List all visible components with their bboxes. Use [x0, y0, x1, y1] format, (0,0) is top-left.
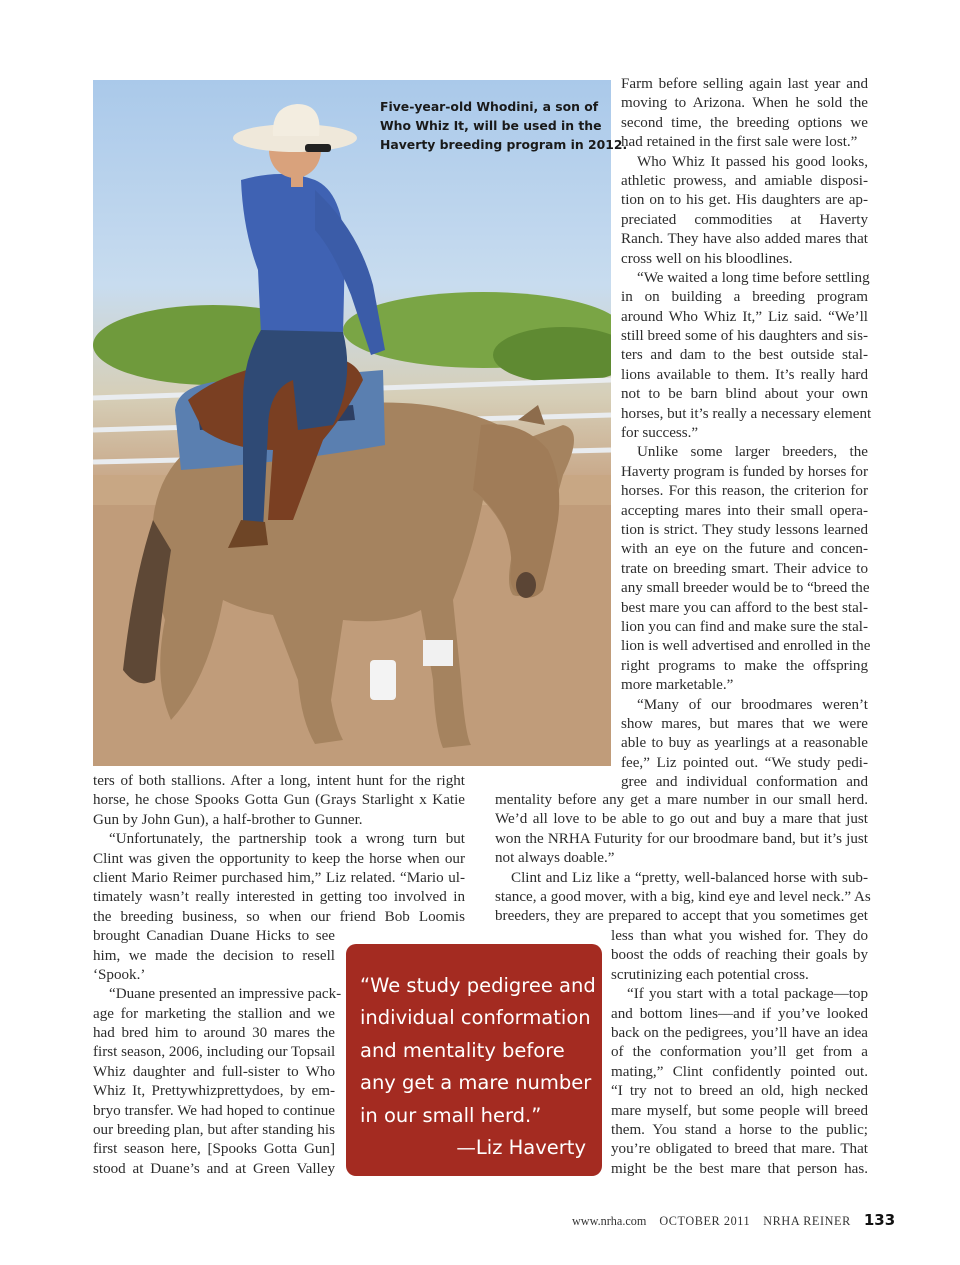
text-line: back on the pedigrees, you’ll have an idea [611, 1024, 868, 1041]
text-line: Clint was given the opportunity to keep the horse when our [93, 850, 465, 867]
text-line: right programs to make the offspring [621, 657, 868, 674]
pull-quote [346, 944, 602, 1176]
text-line: mare myself, but some people will breed [611, 1102, 868, 1119]
text-line: Haverty program is funded by horses for [621, 463, 868, 480]
caption-line: Who Whiz It, will be used in the [380, 118, 602, 133]
text-line: might be the best mare that person has. [611, 1160, 868, 1177]
footer-magazine-name: NRHA REINER [763, 1214, 851, 1228]
footer-issue-date: OCTOBER 2011 [659, 1214, 751, 1228]
text-line: “Many of our broodmares weren’t [637, 696, 868, 713]
text-line: less than what you wished for. They do [611, 928, 868, 944]
pull-quote-attribution: —Liz Haverty [456, 1136, 586, 1160]
paragraph [93, 772, 465, 830]
text-line: able to buy as yearlings at a reasonable [621, 735, 868, 752]
text-line: “If you start with a total package—top [627, 986, 868, 1003]
text-line: cross well on his bloodlines. [621, 250, 793, 267]
text-line: stance, a good mover, with a big, kind eye and level neck.” As [495, 888, 871, 905]
paragraph [621, 443, 871, 695]
pull-quote-line: and mentality before [360, 1038, 565, 1062]
text-line: athletic prowess, and amiable disposi- [621, 172, 868, 189]
paragraph [621, 696, 868, 793]
text-line: lion is well advertised and enrolled in the [621, 638, 871, 655]
right-column-top [621, 75, 872, 792]
text-line: of the conformation you’ll get from a [611, 1044, 868, 1061]
text-line: not to be barn blind about your own [621, 386, 868, 403]
text-line: any small breeder would be to “breed the [621, 580, 870, 597]
text-line: tion on to his get. His daughters are ap- [621, 192, 868, 209]
text-line: breeders, they are prepared to accept that you sometimes get [495, 908, 868, 925]
text-line: Clint and Liz like a “pretty, well-balanced horse with sub- [511, 869, 868, 886]
text-line: tion is strict. They study lessons learned [621, 521, 868, 538]
text-line: fee,” Liz pointed out. “We study pedi- [621, 754, 868, 771]
page-number: 133 [863, 1211, 896, 1229]
text-line: with an eye on the future and concen- [621, 541, 868, 558]
paragraph [611, 927, 868, 985]
text-line: and bottom lines—and if you’ve looked [611, 1005, 868, 1022]
text-line: “I try not to breed an old, high necked [611, 1083, 868, 1100]
text-line: We’d all love to be able to go out and buy a mare that just [495, 811, 868, 828]
text-line: Ranch. They have also added mares that [621, 231, 868, 248]
text-line: lion you can find and make sure the stal- [621, 618, 868, 635]
text-line: horses. For this reason, the criterion for [621, 483, 868, 500]
text-line: our breeding plan, but after standing his [93, 1122, 335, 1139]
pull-quote-line: in our small herd.” [360, 1103, 542, 1127]
paragraph [621, 75, 868, 153]
text-line: first season, 2006, including our Topsail [93, 1044, 336, 1061]
text-line: first season here, [Spooks Gotta Gun] [93, 1141, 335, 1158]
text-line: scrutinizing each potential cross. [611, 966, 809, 983]
text-line: still breed some of his daughters and sis- [621, 328, 868, 345]
text-line: age for marketing the stallion and we [93, 1005, 335, 1022]
text-line: horses, but it’s really a necessary element [621, 405, 872, 422]
text-line: horse, he chose Spooks Gotta Gun (Grays Starlight x Katie [93, 792, 465, 809]
text-line: Whiz It, Prettywhizprettydoes, by em- [93, 1083, 335, 1100]
text-line: Farm before selling again last year and [621, 76, 868, 92]
text-line: timately wasn’t really interested in getting too involved in [93, 889, 465, 906]
text-line: lions available to them. It’s really hard [621, 366, 868, 383]
text-line: ‘Spook.’ [93, 966, 146, 983]
text-line: for success.” [621, 425, 699, 442]
text-line: “Duane presented an impressive pack- [109, 986, 342, 1003]
pull-quote-line: individual conformation [360, 1006, 591, 1030]
paragraph [93, 985, 342, 1179]
text-line: had retained in the first sale were lost.” [621, 134, 858, 151]
photo-caption [380, 97, 628, 154]
text-line: won the NRHA Futurity for our broodmare band, but it’s just [495, 830, 868, 847]
text-line: Whiz daughter and full-sister to Who [93, 1063, 335, 1080]
text-line: gree and individual conformation and [621, 774, 868, 791]
paragraph [621, 269, 872, 444]
text-line: Unlike some larger breeders, the [637, 444, 868, 461]
caption-line: Haverty breeding program in 2012. [380, 137, 628, 152]
text-line: show mares, but mares that we were [621, 715, 868, 732]
wide-text-block [495, 791, 871, 927]
text-line: accepting mares into their small opera- [621, 502, 868, 519]
page-footer [572, 1211, 896, 1231]
text-line: client Mario Reimer purchased him,” Liz related. “Mario ul- [93, 869, 465, 886]
text-line: ters and dam to the best outside stal- [621, 347, 868, 364]
right-column-lower [611, 927, 868, 1179]
paragraph [621, 153, 868, 269]
text-line: second time, the breeding options we [621, 114, 868, 131]
text-line: “Unfortunately, the partnership took a wrong turn but [109, 831, 465, 848]
text-line: bryo transfer. We had hoped to continue [93, 1102, 335, 1119]
text-line: them. You stand a horse to the public; [611, 1121, 868, 1138]
text-line: ters of both stallions. After a long, intent hunt for the right [93, 773, 465, 789]
text-line: Gun by John Gun), a half-brother to Gunner. [93, 811, 363, 828]
horse-rider-illustration [93, 80, 628, 766]
pull-quote-line: “We study pedigree and [360, 974, 596, 997]
text-line: you’re obligated to breed that mare. That [611, 1141, 868, 1158]
text-line: in on building a breeding program [621, 289, 868, 306]
text-line: more marketable.” [621, 677, 734, 694]
text-line: preciated commodities at Haverty [621, 211, 868, 228]
text-line: around Who Whiz It,” Liz said. “We’ll [621, 308, 868, 325]
text-line: mating,” Clint confidently pointed out. [611, 1063, 868, 1080]
text-line: “We waited a long time before settling [637, 269, 870, 286]
text-line: Who Whiz It passed his good looks, [637, 153, 868, 170]
text-line: trate on breeding smart. Their advice to [621, 560, 868, 577]
pull-quote-line: any get a mare number [360, 1071, 592, 1095]
footer-website: www.nrha.com [572, 1214, 647, 1228]
text-line: best mare you can afford to the best stal- [621, 599, 868, 616]
paragraph [611, 985, 868, 1179]
horse-photo [93, 80, 628, 766]
text-line: not always doable.” [495, 850, 615, 867]
text-line: moving to Arizona. When he sold the [621, 95, 868, 112]
text-line: mentality before any get a mare number in our small herd. [495, 792, 868, 808]
caption-line: Five-year-old Whodini, a son of [380, 99, 599, 114]
text-line: had bred him to around 30 mares the [93, 1025, 335, 1042]
text-line: stood at Duane’s and at Green Valley [93, 1160, 335, 1177]
text-line: him, we made the decision to resell [93, 947, 335, 964]
text-line: the breeding business, so when our friend Bob Loomis [93, 908, 465, 925]
text-line: brought Canadian Duane Hicks to see [93, 928, 335, 945]
text-line: boost the odds of reaching their goals by [611, 947, 868, 964]
